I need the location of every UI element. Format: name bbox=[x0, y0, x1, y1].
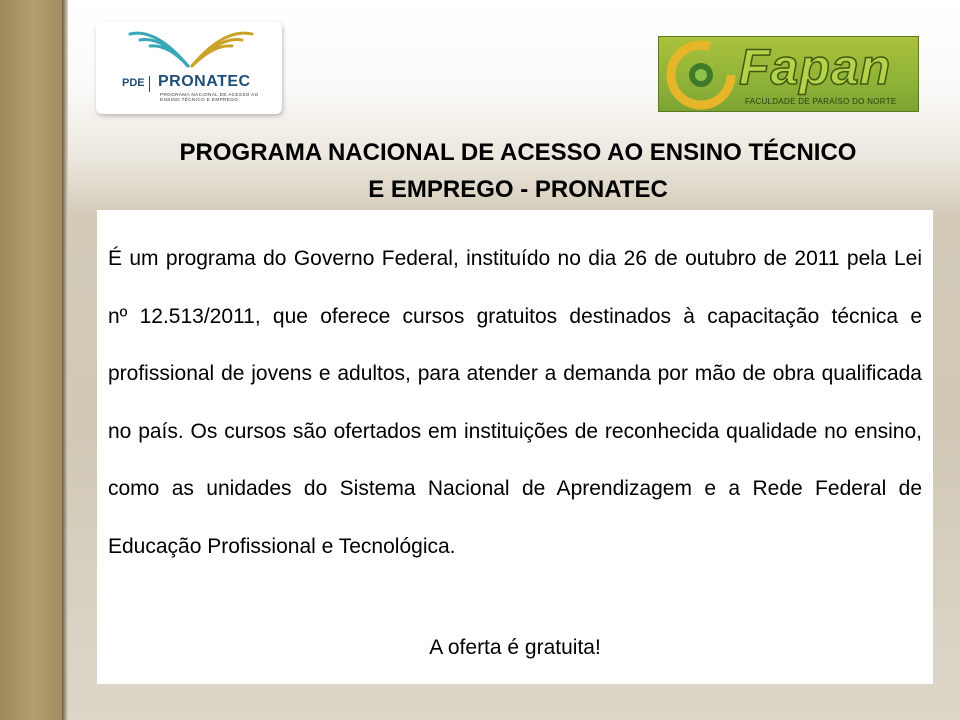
title-line-1: PROGRAMA NACIONAL DE ACESSO AO ENSINO TÉCNICO bbox=[179, 139, 857, 166]
fapan-subtitle: FACULDADE DE PARAÍSO DO NORTE bbox=[745, 97, 897, 106]
description-paragraph: É um programa do Governo Federal, instituído no dia 26 de outubro de 2011 pela Lei nº 12.513/2011, que oferece cursos gratuitos destinados à capacitação técnica e profissional de jovens e adultos, para atender a demanda por mão de obra qualificada no país. Os cursos são ofertados em instituições de reconhecida qualidade no ensino, como as unidades do Sistema Nacional de Aprendizagem e a Rede Federal de Educação Profissional e Tecnológica. bbox=[108, 247, 922, 558]
open-book-icon bbox=[126, 26, 256, 72]
pde-label: PDE bbox=[122, 77, 145, 89]
sun-icon bbox=[665, 39, 737, 111]
title-line-2: E EMPREGO - PRONATEC bbox=[368, 176, 668, 203]
content-box bbox=[97, 210, 933, 684]
fapan-wordmark: Fapan bbox=[739, 39, 892, 95]
slide-title bbox=[100, 134, 936, 208]
left-decorative-bar bbox=[0, 0, 62, 720]
pronatec-logo bbox=[96, 22, 282, 114]
closing-statement: A oferta é gratuita! bbox=[429, 636, 601, 659]
logo-separator bbox=[149, 76, 150, 92]
pronatec-subtitle: PROGRAMA NACIONAL DE ACESSO AO ENSINO TÉCNICO E EMPREGO bbox=[160, 92, 259, 103]
pronatec-wordmark: PRONATEC bbox=[158, 73, 251, 90]
fapan-logo bbox=[658, 36, 919, 112]
